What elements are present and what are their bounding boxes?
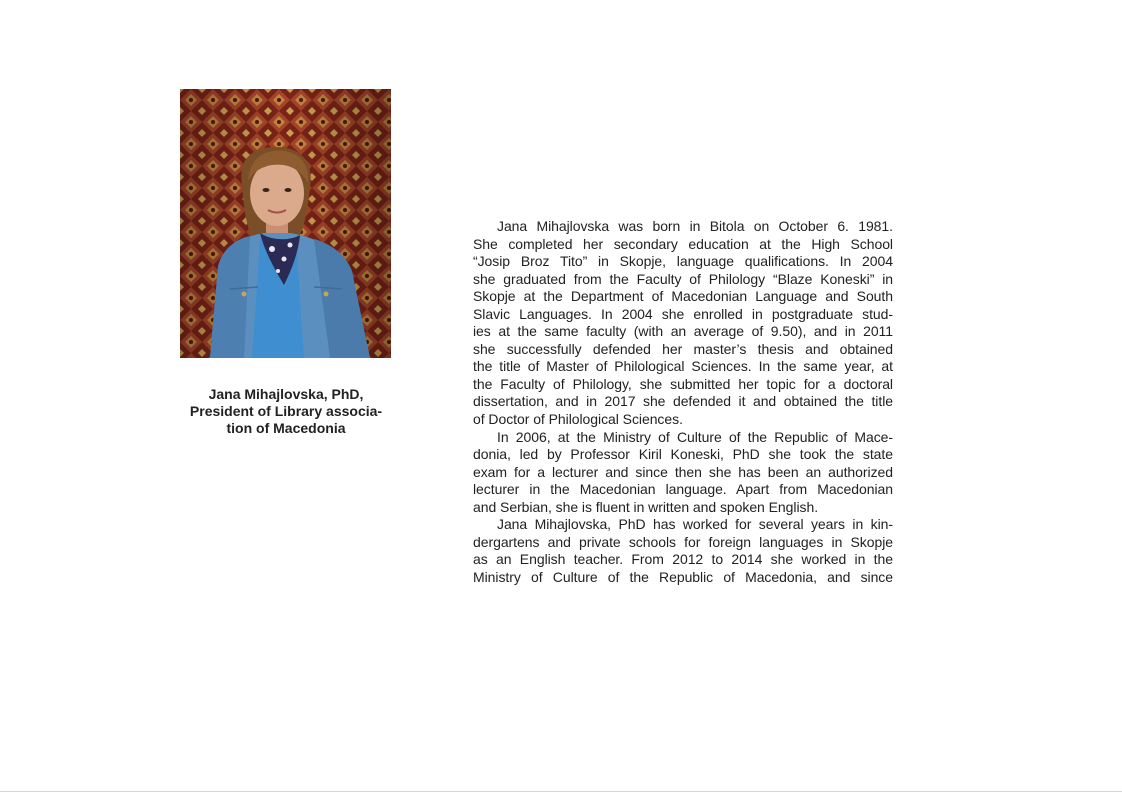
bio-line: “Josip Broz Tito” in Skopje, language qualifications. In 2004 <box>473 253 893 270</box>
bio-line: as an English teacher. From 2012 to 2014 she worked in the <box>473 551 893 568</box>
bio-line: exam for a lecturer and since then she has been an authorized <box>473 463 893 480</box>
caption-line: Jana Mihajlovska, PhD, <box>208 386 364 402</box>
bio-line: the Faculty of Philology, she submitted her topic for a doctoral <box>473 375 893 392</box>
bio-line: ies at the same faculty (with an average of 9.50), and in 2011 <box>473 323 893 340</box>
bio-line: In 2006, at the Ministry of Culture of the Republic of Mace- <box>497 428 893 445</box>
portrait-illustration <box>180 89 391 358</box>
bio-line: Jana Mihajlovska, PhD has worked for several years in kin- <box>497 516 893 533</box>
bio-line: she successfully defended her master’s thesis and obtained <box>473 340 893 357</box>
bio-line: Ministry of Culture of the Republic of Macedonia, and since <box>473 568 893 585</box>
bio-line: lecturer in the Macedonian language. Apart from Macedonian <box>473 481 893 498</box>
biography-text <box>473 218 893 586</box>
portrait-caption <box>176 386 396 437</box>
bio-line: dissertation, and in 2017 she defended it and obtained the title <box>473 393 893 410</box>
bio-line: dergartens and private schools for foreign languages in Skopje <box>473 533 893 550</box>
bio-line: Jana Mihajlovska was born in Bitola on October 6. 1981. <box>497 218 893 234</box>
bio-line: the title of Master of Philological Sciences. In the same year, at <box>473 358 893 375</box>
bio-line: donia, led by Professor Kiril Koneski, PhD she took the state <box>473 446 893 463</box>
bio-line: she graduated from the Faculty of Philology “Blaze Koneski” in <box>473 270 893 287</box>
bio-line: and Serbian, she is fluent in written and spoken English. <box>473 498 819 515</box>
caption-line: President of Library associa- <box>189 403 383 419</box>
page-bottom-border <box>0 791 1122 792</box>
bio-line: She completed her secondary education at the High School <box>473 235 893 252</box>
bio-line: Skopje at the Department of Macedonian Language and South <box>473 288 893 305</box>
portrait-photo <box>180 89 391 358</box>
bio-line: of Doctor of Philological Sciences. <box>473 411 683 428</box>
bio-line: Slavic Languages. In 2004 she enrolled in postgraduate stud- <box>473 305 893 322</box>
caption-line: tion of Macedonia <box>226 420 346 436</box>
